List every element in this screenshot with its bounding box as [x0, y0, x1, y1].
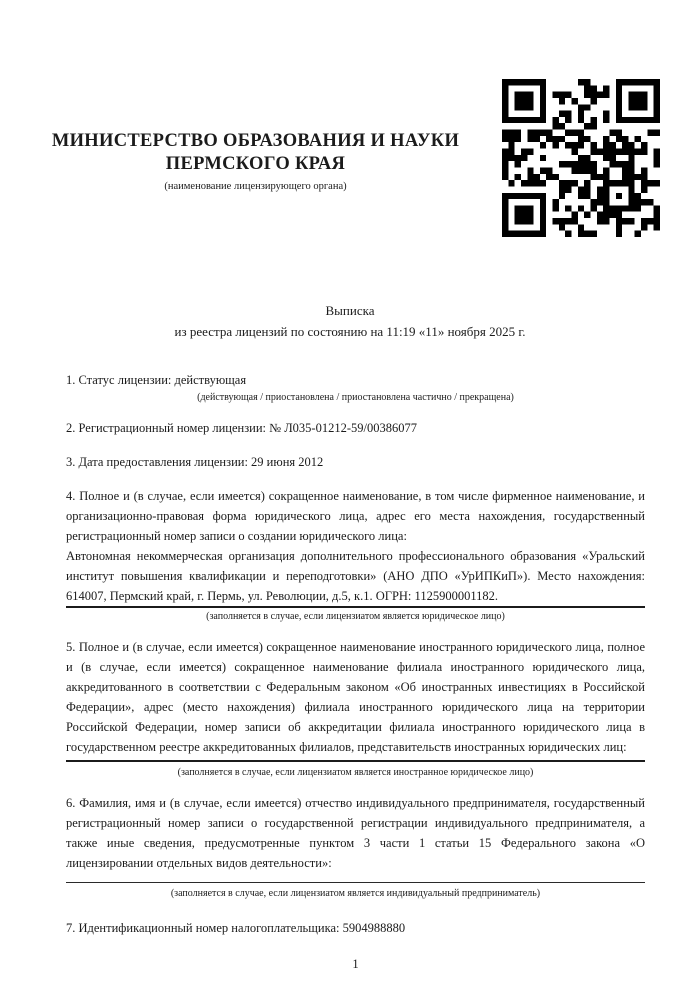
document-title-line2: из реестра лицензий по состоянию на 11:19 «11» ноября 2025 г.: [174, 324, 526, 339]
item-taxpayer-id: [66, 918, 645, 938]
ministry-name-line2: ПЕРМСКОГО КРАЯ: [165, 154, 346, 174]
document-title-line1: Выписка: [325, 303, 375, 318]
license-status-text: 1. Статус лицензии: действующая: [66, 373, 247, 387]
individual-entrepreneur-blank-line: [66, 882, 645, 883]
foreign-entity-blank-line: [66, 760, 645, 762]
page-number: 1: [352, 957, 359, 971]
registration-number-text: 2. Регистрационный номер лицензии: № Л035-01212-59/00386077: [66, 421, 417, 435]
individual-entrepreneur-label: 6. Фамилия, имя и (в случае, если имеется) отчество индивидуального предпринимателя, государственный регистрационный номер записи о государственной регистрации индивидуального предпринимателя, а также иные сведения, предусмотренные пунктом 3 части 1 статьи 15 Федерального закона «О лицензировании отдельных видов деятельности»:: [66, 796, 645, 870]
issuing-authority: [28, 130, 483, 193]
item-grant-date: [66, 452, 645, 472]
foreign-entity-caption: (заполняется в случае, если лицензиатом является иностранное юридическое лицо): [177, 767, 534, 778]
individual-entrepreneur-caption: (заполняется в случае, если лицензиатом является индивидуальный предприниматель): [170, 888, 541, 899]
item-license-status: [66, 370, 645, 404]
issuing-authority-caption: (наименование лицензирующего органа): [164, 181, 347, 192]
document-title: [0, 300, 700, 342]
item-legal-entity: [66, 486, 645, 623]
item-foreign-entity: [66, 637, 645, 779]
grant-date-text: 3. Дата предоставления лицензии: 29 июня 2012: [66, 455, 324, 469]
document-body: [66, 370, 645, 972]
item-individual-entrepreneur: [66, 793, 645, 900]
ministry-name-line1: МИНИСТЕРСТВО ОБРАЗОВАНИЯ И НАУКИ: [51, 131, 460, 151]
qr-code-icon: [502, 79, 660, 237]
legal-entity-value: Автономная некоммерческая организация дополнительного профессионального образования «Уральский институт повышения квалификации и переподготовки» (АНО ДПО «УрИПКиП»). Место нахождения: 614007, Пермский край, г. Пермь, ул. Революции, д.5, к.1. ОГРН: 1125900001182.: [66, 546, 645, 608]
taxpayer-id-text: 7. Идентификационный номер налогоплательщика: 5904988880: [66, 921, 406, 935]
legal-entity-label: 4. Полное и (в случае, если имеется) сокращенное наименование, в том числе фирменное наименование, и организационно-правовая форма юридического лица, адрес его места нахождения, государственный регистрационный номер записи о создании юридического лица:: [66, 489, 645, 543]
license-status-caption: (действующая / приостановлена / приостановлена частично / прекращена): [197, 392, 514, 403]
legal-entity-caption: (заполняется в случае, если лицензиатом является юридическое лицо): [206, 611, 505, 622]
item-registration-number: [66, 418, 645, 438]
document-header: [0, 0, 700, 296]
foreign-entity-label: 5. Полное и (в случае, если имеется) сокращенное наименование иностранного юридического лица, полное и (в случае, если имеется) сокращенное наименование филиала иностранного юридического лица, аккредитованного в соответствии с Федеральным законом «Об иностранных инвестициях в Российской Федерации», адрес (место нахождения) филиала иностранного юридического лица на территории Российской Федерации, номер записи об аккредитации филиала иностранного юридического лица в государственном реестре аккредитованных филиалов, представительств иностранных юридических лиц:: [66, 640, 645, 754]
